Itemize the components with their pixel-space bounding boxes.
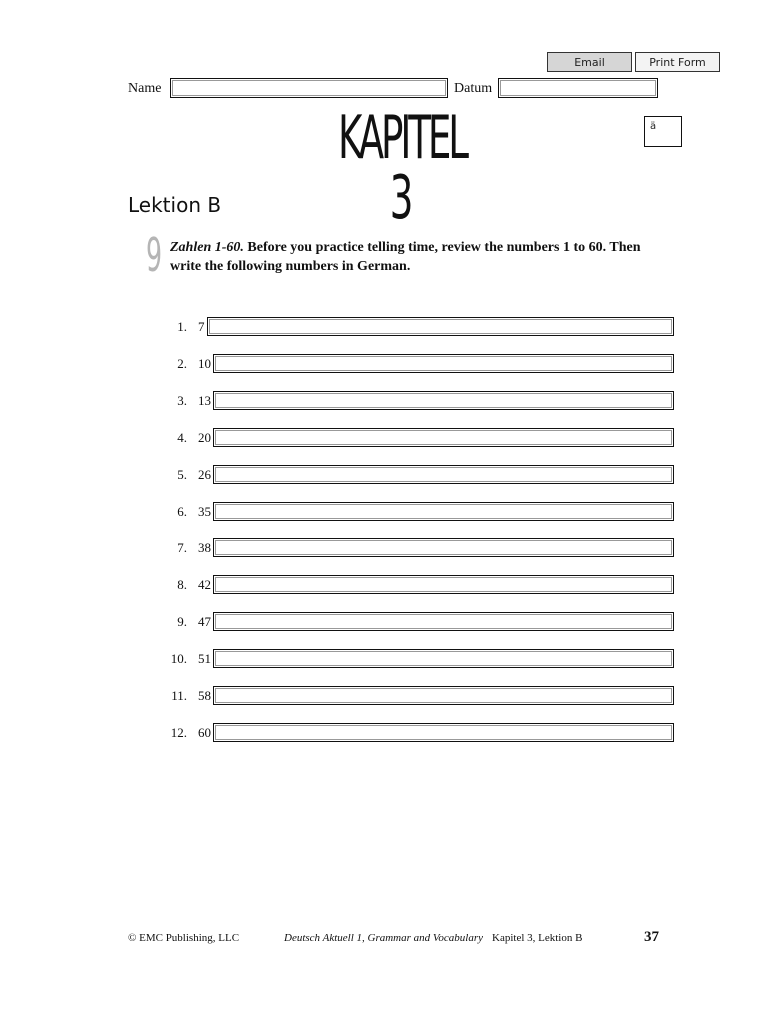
item-number: 2. — [177, 356, 187, 371]
item-numeral: 42 — [198, 577, 211, 592]
name-field[interactable] — [170, 78, 448, 98]
list-item — [0, 354, 770, 373]
item-number: 4. — [177, 430, 187, 445]
item-numeral: 47 — [198, 614, 211, 629]
exercise-title: Zahlen 1-60. — [170, 240, 244, 255]
list-item — [0, 723, 770, 742]
list-item — [0, 538, 770, 557]
answer-field[interactable] — [213, 649, 674, 668]
item-numeral: 60 — [198, 725, 211, 740]
item-number: 11. — [171, 688, 187, 703]
item-numeral: 7 — [198, 319, 205, 334]
exercise-instructions — [170, 238, 670, 276]
answer-field[interactable] — [213, 575, 674, 594]
list-item — [0, 428, 770, 447]
exercise-number: 9 — [146, 228, 163, 282]
list-item — [0, 612, 770, 631]
item-number: 3. — [177, 393, 187, 408]
item-number: 10. — [170, 651, 187, 666]
item-numeral: 35 — [198, 504, 211, 519]
answer-field[interactable] — [213, 612, 674, 631]
answer-field[interactable] — [213, 428, 674, 447]
item-numeral: 26 — [198, 467, 211, 482]
answer-field[interactable] — [207, 317, 674, 336]
print-form-button[interactable]: Print Form — [635, 52, 720, 72]
footer-chapter: Kapitel 3, Lektion B — [492, 932, 583, 944]
list-item — [0, 391, 770, 410]
item-number: 7. — [177, 540, 187, 555]
list-item — [0, 317, 770, 336]
item-numeral: 58 — [198, 688, 211, 703]
footer-publisher: © EMC Publishing, LLC — [128, 932, 240, 944]
list-item — [0, 502, 770, 521]
answer-field[interactable] — [213, 686, 674, 705]
item-number: 5. — [177, 467, 187, 482]
chapter-title: KAPITEL 3 — [338, 103, 466, 233]
item-number: 9. — [177, 614, 187, 629]
footer-book-title: Deutsch Aktuell 1, Grammar and Vocabulary — [284, 932, 483, 944]
page-number: 37 — [644, 929, 659, 945]
answer-field[interactable] — [213, 354, 674, 373]
answer-field[interactable] — [213, 538, 674, 557]
item-numeral: 10 — [198, 356, 211, 371]
list-item — [0, 686, 770, 705]
exercise-instructions-text: Before you practice telling time, review the numbers 1 to 60. Then write the following numbers in German. — [170, 240, 641, 274]
date-label: Datum — [454, 81, 493, 96]
list-item — [0, 465, 770, 484]
name-label: Name — [128, 81, 162, 96]
item-number: 6. — [177, 504, 187, 519]
list-item — [0, 575, 770, 594]
item-number: 12. — [170, 725, 187, 740]
lesson-title: Lektion B — [128, 193, 222, 217]
email-button[interactable]: Email — [547, 52, 632, 72]
item-numeral: 38 — [198, 540, 211, 555]
answer-field[interactable] — [213, 391, 674, 410]
answer-field[interactable] — [213, 723, 674, 742]
character-input-box[interactable]: ä — [644, 116, 682, 147]
date-field[interactable] — [498, 78, 658, 98]
answer-field[interactable] — [213, 465, 674, 484]
item-numeral: 20 — [198, 430, 211, 445]
item-numeral: 13 — [198, 393, 211, 408]
item-number: 8. — [177, 577, 187, 592]
answer-field[interactable] — [213, 502, 674, 521]
list-item — [0, 649, 770, 668]
item-numeral: 51 — [198, 651, 211, 666]
item-number: 1. — [177, 319, 187, 334]
